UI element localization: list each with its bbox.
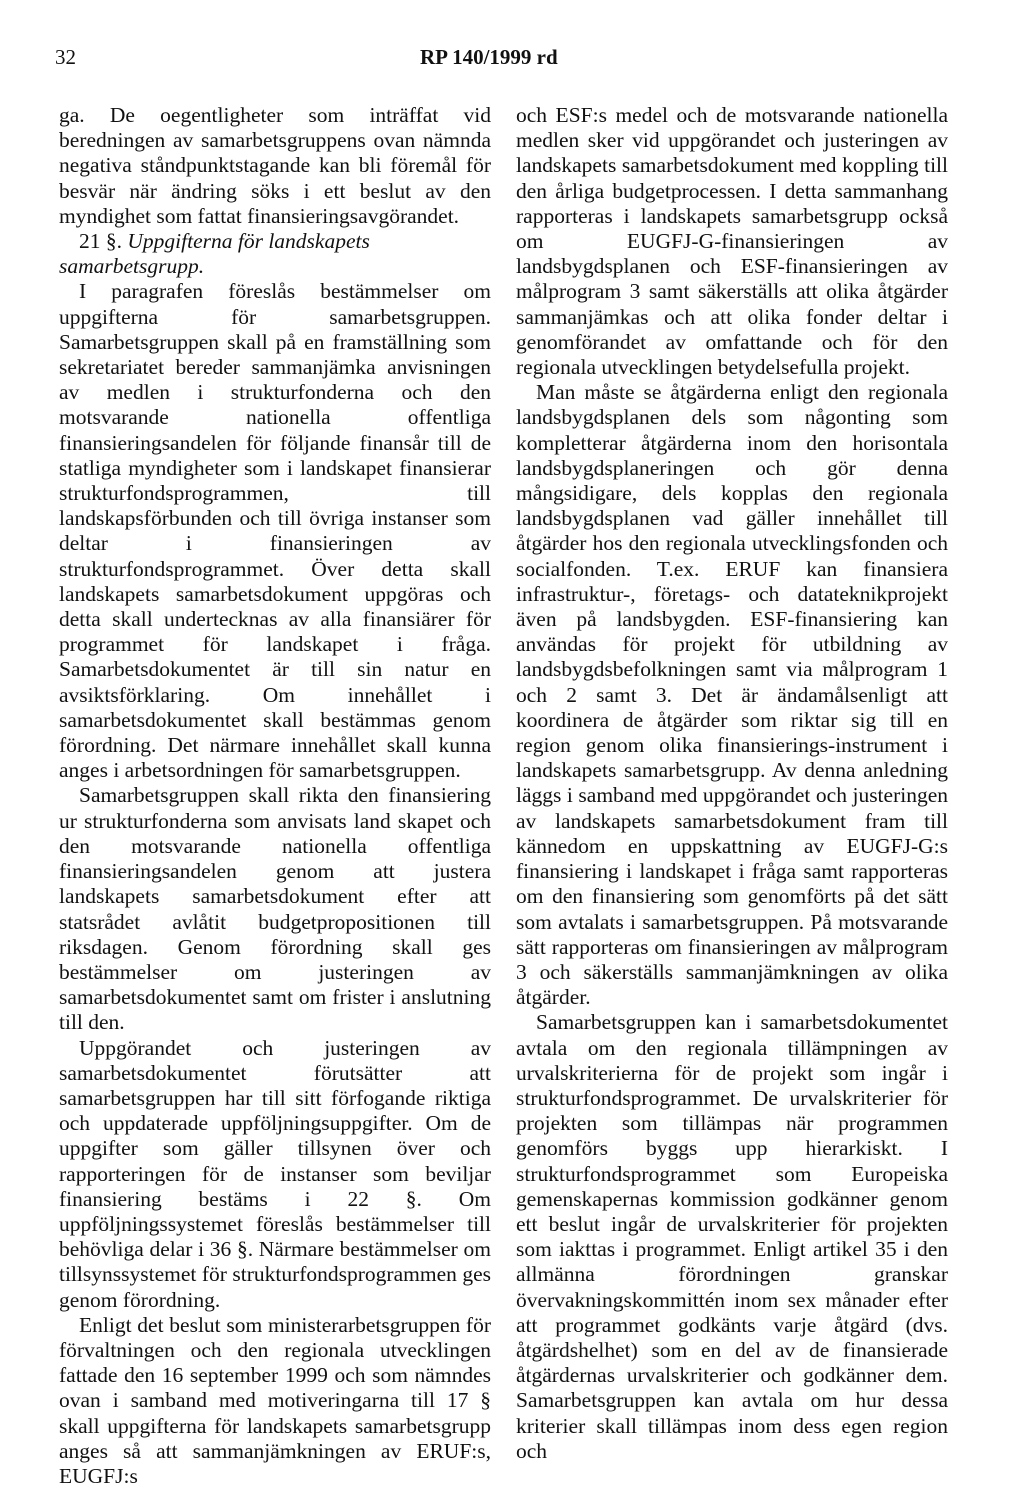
right-column (516, 103, 948, 1464)
paragraph: Man måste se åtgärderna enligt den regionala landsbygdsplanen dels som någonting som kompletterar åtgärderna inom den horisontala landsbygdsplaneringen och gör denna mångsidigare, dels kopplas den regionala landsbygdsplanen vad gäller innehållet till åtgärder hos den regionala utvecklingsfonden och socialfonden. T.ex. ERUF kan finansiera infrastruktur-, företags- och datateknikprojekt även på landsbygden. ESF-finansiering kan användas för projekt för utbildning av landsbygdsbefolkningen samt via målprogram 1 och 2 samt 3. Det är ändamålsenligt att koordinera de åtgärder som riktar sig till en region genom olika finansierings-instrument i landskapets samarbetsgrupp. Av denna anledning läggs i samband med uppgörandet och justeringen av landskapets samarbetsdokument fram till kännedom en uppskattning av EUGFJ-G:s finansiering i landskapet i fråga samt rapporteras om den finansiering som genomförts på det sätt som avtalats i samarbetsgruppen. På motsvarande sätt rapporteras om finansieringen av målprogram 3 och säkerställs sammanjämkningen av olika åtgärder. (516, 380, 948, 1010)
paragraph: I paragrafen föreslås bestämmelser om uppgifterna för samarbetsgruppen. Samarbetsgruppen skall på en framställning som sekretariatet bereder sammanjämka anvisningen av medlen i strukturfonderna och den motsvarande nationella offentliga finansieringsandelen för följande finansår till de statliga myndigheter som i landskapet finansierar strukturfondsprogrammen, till landskapsförbunden och till övriga instanser som deltar i finansieringen av strukturfondsprogrammet. Över detta skall landskapets samarbetsdokument uppgöras och detta skall undertecknas av alla finansiärer för programmet för landskapet i fråga. Samarbetsdokumentet är till sin natur en avsiktsförklaring. Om innehållet i samarbetsdokumentet skall bestämmas genom förordning. Det närmare innehållet skall kunna anges i arbetsordningen för samarbetsgruppen. (59, 279, 491, 783)
left-column (59, 103, 491, 1489)
paragraph: Samarbetsgruppen kan i samarbetsdokumentet avtala om den regionala tillämpningen av urvalskriterierna för de projekt som ingår i strukturfondsprogrammet. De urvalskriterier för projekten som tillämpas när programmen genomförs byggs upp hierarkiskt. I strukturfondsprogrammet som Europeiska gemenskapernas kommission godkänner genom ett beslut ingår de urvalskriterier för projekten som iakttas i programmet. Enligt artikel 35 i den allmänna förordningen granskar övervakningskommittén inom sex månader efter att programmet godkänts varje åtgärd (dvs. åtgärdshelhet) som en del av de finansierade åtgärdernas urvalskriterier och godkänner dem. Samarbetsgruppen kan avtala om hur dessa kriterier skall tillämpas inom dess egen region och (516, 1010, 948, 1463)
page-number: 32 (55, 45, 76, 69)
paragraph: Samarbetsgruppen skall rikta den finansiering ur strukturfonderna som anvisats land skapet och den motsvarande nationella offentliga finansieringsandelen genom att justera landskapets samarbetsdokument efter att statsrådet avlåtit budgetpropositionen till riksdagen. Genom förordning skall ges bestämmelser om justeringen av samarbetsdokumentet samt om frister i anslutning till den. (59, 783, 491, 1035)
paragraph: Enligt det beslut som ministerarbetsgruppen för förvaltningen och den regionala utvecklingen fattade den 16 september 1999 och som nämndes ovan i samband med motiveringarna till 17 § skall uppgifterna för landskapets samarbetsgrupp anges så att sammanjämkningen av ERUF:s, EUGFJ:s (59, 1312, 491, 1488)
paragraph: ga. De oegentligheter som inträffat vid beredningen av samarbetsgruppens ovan nämnda negativa ståndpunktstagande kan bli föremål för besvär när ändring söks i ett beslut av den myndighet som fattat finansieringsavgörandet. (59, 103, 491, 228)
paragraph: och ESF:s medel och de motsvarande nationella medlen sker vid uppgörandet och justeringen av landskapets samarbetsdokument med koppling till den årliga budgetprocessen. I detta sammanhang rapporteras i landskapets samarbetsgrupp också om EUGFJ-G-finansieringen av landsbygdsplanen och ESF-finansieringen av målprogram 3 samt säkerställs att olika åtgärder sammanjämkas och att olika fonder deltar i genomförandet av omfattande och för den regionala utvecklingen betydelsefulla projekt. (516, 103, 948, 380)
section-number: 21 §. (79, 229, 122, 254)
section-title: Uppgifterna för landskapets samarbetsgrupp. (59, 229, 370, 279)
paragraph: Uppgörandet och justeringen av samarbetsdokumentet förutsätter att samarbetsgruppen har till sitt förfogande riktiga och uppdaterade uppföljningsuppgifter. Om de uppgifter som gäller tillsynen över och rapporteringen för de instanser som beviljar finansiering bestäms i 22 §. Om uppföljningssystemet föreslås bestämmelser till behövliga delar i 36 §. Närmare bestämmelser om tillsynssystemet för strukturfondsprogrammen ges genom förordning. (59, 1035, 491, 1312)
page-header (55, 45, 955, 75)
document-id: RP 140/1999 rd (420, 45, 558, 69)
section-heading (59, 229, 491, 279)
